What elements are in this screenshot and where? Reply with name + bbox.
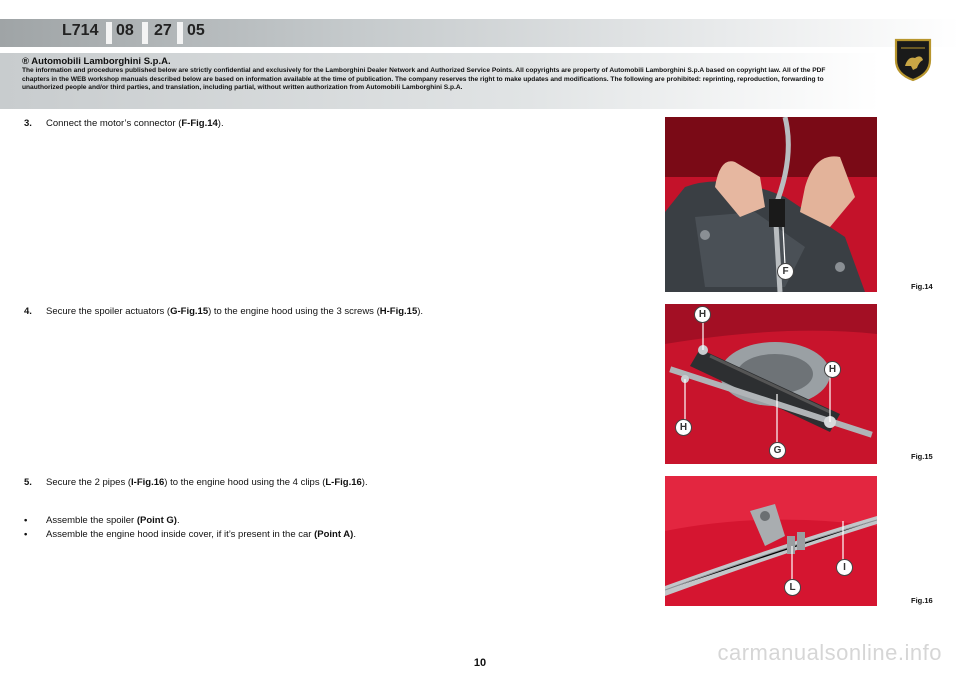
doc-code-section: 27	[154, 22, 172, 39]
step-text: Connect the motor’s connector (	[46, 118, 182, 129]
step-5	[24, 477, 368, 488]
header-separator	[177, 22, 183, 44]
step-ref: F-Fig.14	[181, 118, 218, 129]
bullet-text: Assemble the engine hood inside cover, if it’s present in the car	[46, 529, 315, 540]
header-separator	[106, 22, 112, 44]
step-text: Secure the 2 pipes (	[46, 477, 132, 488]
bullet-item	[24, 515, 180, 526]
notice-title: ® Automobili Lamborghini S.p.A.	[22, 56, 171, 67]
step-ref: G-Fig.15	[170, 306, 209, 317]
step-number: 3.	[24, 118, 32, 129]
figure-14-photo	[665, 117, 877, 292]
callout-I: I	[836, 559, 853, 576]
doc-code-group: 08	[116, 22, 134, 39]
header-separator	[142, 22, 148, 44]
watermark: carmanualsonline.info	[717, 640, 942, 665]
callout-H: H	[675, 419, 692, 436]
bullet-marker: •	[24, 529, 28, 540]
bullet-text: Assemble the spoiler	[46, 515, 137, 526]
callout-H: H	[694, 306, 711, 323]
step-number: 5.	[24, 477, 32, 488]
bullet-marker: •	[24, 515, 28, 526]
step-text: ).	[417, 306, 424, 317]
page-number: 10	[473, 657, 487, 669]
doc-code-page: 05	[187, 22, 205, 39]
step-text: ) to the engine hood using the 3 screws (	[208, 306, 380, 317]
bullet-ref: (Point A)	[314, 529, 354, 540]
doc-code-model: L714	[62, 22, 99, 39]
step-text: ).	[361, 477, 368, 488]
bullet-text: .	[176, 515, 180, 526]
callout-F: F	[777, 263, 794, 280]
step-ref: H-Fig.15	[379, 306, 418, 317]
step-ref: L-Fig.16	[325, 477, 362, 488]
bullet-item	[24, 529, 356, 540]
bullet-ref: (Point G)	[136, 515, 177, 526]
callout-L: L	[784, 579, 801, 596]
figure-16-photo	[665, 476, 877, 606]
step-text: Secure the spoiler actuators (	[46, 306, 171, 317]
bullet-text: .	[353, 529, 356, 540]
callout-G: G	[769, 442, 786, 459]
lamborghini-logo-icon	[893, 36, 933, 82]
figure-16-label: Fig.16	[911, 596, 933, 605]
figure-14-label: Fig.14	[911, 282, 933, 291]
step-4	[24, 306, 423, 317]
figure-15-photo	[665, 304, 877, 464]
step-text: ) to the engine hood using the 4 clips (	[164, 477, 326, 488]
figure-15-label: Fig.15	[911, 452, 933, 461]
step-ref: I-Fig.16	[131, 477, 165, 488]
step-number: 4.	[24, 306, 32, 317]
callout-H: H	[824, 361, 841, 378]
step-3	[24, 118, 224, 129]
notice-text: The information and procedures published below are strictly confidential and exclusively for the Lamborghini Dealer Network and Authorized Service Points. All copyrights are property of Automobili Lamborghini S.p.A based on copyright law. All of the PDF chapters in the WEB workshop manuals described below are based on information available at the time of publication. The company reserves the right to make updates and modifications. The following are prohibited: reprinting, reproduction, forwarding to unauthorized people and/or third parties, and translation, including partial, without written authorization from Automobili Lamborghini S.p.A.	[22, 67, 826, 92]
step-text: ).	[217, 118, 224, 129]
